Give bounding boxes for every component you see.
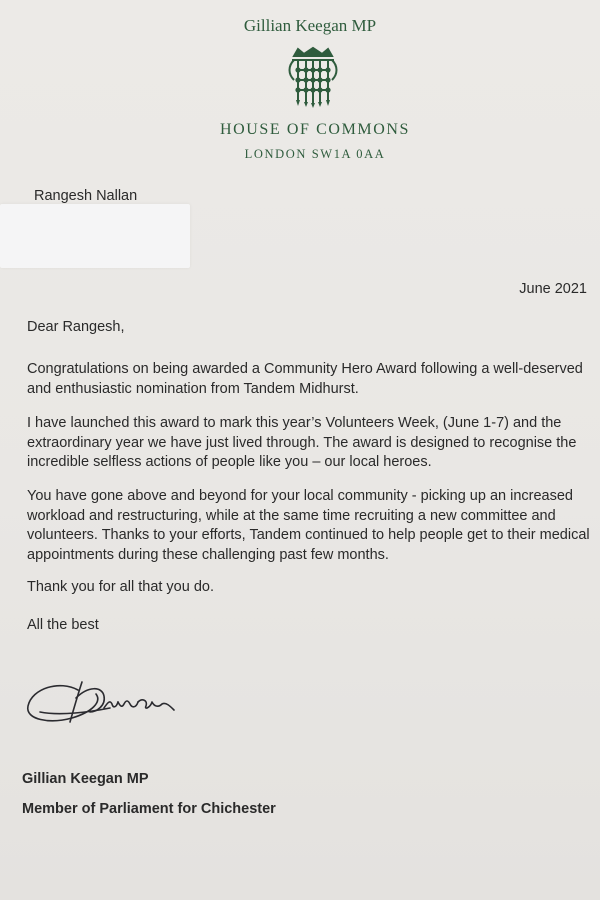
letterhead-mp-name: Gillian Keegan MP <box>243 16 377 35</box>
salutation: Dear Rangesh, <box>27 319 125 335</box>
letterhead-address: LONDON SW1A 0AA <box>244 147 386 161</box>
letter-date: June 2021 <box>519 281 587 297</box>
thanks-line: Thank you for all that you do. <box>27 579 214 595</box>
body-paragraph: Congratulations on being awarded a Community Hero Award following a well-deserved and enthusiastic nomination from Tandem Midhurst. <box>27 361 583 397</box>
portcullis-icon <box>284 46 342 108</box>
redacted-address-block <box>0 204 190 268</box>
signatory-name: Gillian Keegan MP <box>22 771 149 787</box>
body-paragraph: I have launched this award to mark this year’s Volunteers Week, (June 1-7) and the extraordinary year we have just lived through. The award is designed to recognise the incredible selfless actions of people like you – our local heroes. <box>27 415 577 470</box>
handwritten-signature <box>20 672 220 732</box>
letterhead-house: HOUSE OF COMMONS <box>219 121 411 138</box>
signatory-role: Member of Parliament for Chichester <box>22 801 276 817</box>
closing-line: All the best <box>27 617 99 633</box>
recipient-name: Rangesh Nallan <box>34 188 138 204</box>
body-paragraph: You have gone above and beyond for your local community - picking up an increased workload and restructuring, while at the same time recruiting a new committee and volunteers. Thanks to your efforts, Tandem continued to help people get to their medical appointments during these challenging past few months. <box>27 488 590 563</box>
